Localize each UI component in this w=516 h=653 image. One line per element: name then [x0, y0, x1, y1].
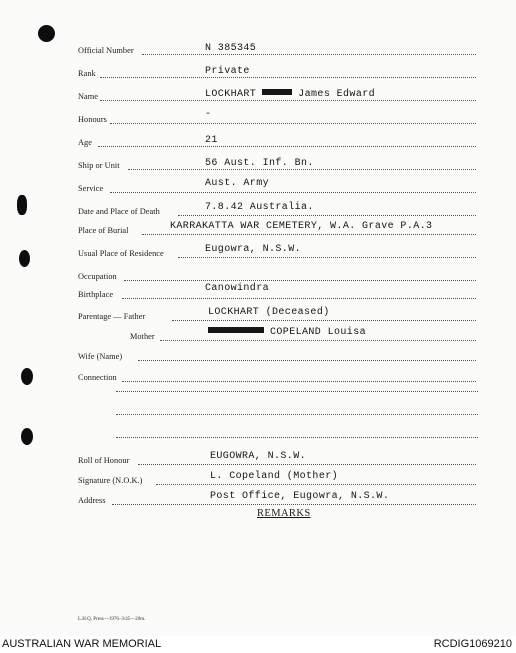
remarks-heading: REMARKS	[257, 508, 311, 519]
usual-residence-value: Eugowra, N.S.W.	[205, 244, 302, 255]
signature-label: Signature (N.O.K.)	[78, 476, 143, 485]
footer-record-id: RCDIG1069210	[433, 638, 512, 650]
wife-label: Wife (Name)	[78, 352, 123, 361]
surname-text: LOCKHART	[205, 89, 257, 100]
mother-name-text: COPELAND Louisa	[270, 327, 367, 338]
roll-of-honour-row	[0, 450, 516, 466]
parentage-father-row	[0, 306, 516, 322]
ship-or-unit-label: Ship or Unit	[78, 161, 120, 170]
date-place-death-row	[0, 201, 516, 217]
service-value: Aust. Army	[205, 178, 270, 189]
given-names-text: James Edward	[298, 89, 376, 100]
parentage-father-value: LOCKHART (Deceased)	[208, 307, 330, 318]
print-note: L.H.Q. Press—1976–3/45—20m.	[78, 617, 146, 622]
connection-line	[116, 437, 478, 438]
usual-residence-label: Usual Place of Residence	[78, 249, 164, 258]
roll-of-honour-label: Roll of Honour	[78, 456, 130, 465]
rank-row	[0, 63, 516, 79]
address-row	[0, 490, 516, 506]
wife-row	[0, 346, 516, 362]
footer-bar	[0, 636, 516, 653]
connection-row	[0, 367, 516, 383]
signature-value: L. Copeland (Mother)	[210, 471, 339, 482]
name-value	[205, 89, 375, 100]
mother-label: Mother	[130, 332, 155, 341]
official-number-value: N 385345	[205, 43, 257, 54]
service-label: Service	[78, 184, 104, 193]
address-label: Address	[78, 496, 106, 505]
binder-hole	[21, 428, 33, 445]
name-row	[0, 86, 516, 102]
redaction-bar	[208, 327, 264, 333]
name-label: Name	[78, 92, 99, 101]
ship-or-unit-value: 56 Aust. Inf. Bn.	[205, 158, 314, 169]
official-number-row	[0, 40, 516, 56]
address-value: Post Office, Eugowra, N.S.W.	[210, 491, 390, 502]
birthplace-label: Birthplace	[78, 290, 114, 299]
birthplace-row	[0, 284, 516, 300]
connection-line	[116, 414, 478, 415]
connection-line	[116, 391, 478, 392]
place-of-burial-value: KARRAKATTA WAR CEMETERY, W.A. Grave P.A.3	[170, 221, 433, 232]
honours-value: -	[205, 109, 212, 120]
mother-row	[0, 326, 516, 342]
service-row	[0, 178, 516, 194]
occupation-label: Occupation	[78, 272, 117, 281]
place-of-burial-label: Place of Burial	[78, 226, 129, 235]
honours-row	[0, 109, 516, 125]
date-place-death-value: 7.8.42 Australia.	[205, 202, 314, 213]
honours-label: Honours	[78, 115, 107, 124]
age-row	[0, 132, 516, 148]
ship-or-unit-row	[0, 155, 516, 171]
birthplace-value: Canowindra	[205, 283, 270, 294]
place-of-burial-row	[0, 220, 516, 236]
occupation-row	[0, 266, 516, 282]
age-value: 21	[205, 135, 218, 146]
parentage-father-label: Parentage — Father	[78, 312, 146, 321]
usual-residence-row	[0, 243, 516, 259]
signature-row	[0, 470, 516, 486]
redaction-bar	[262, 89, 292, 95]
footer-institution: AUSTRALIAN WAR MEMORIAL	[2, 638, 162, 650]
official-number-label: Official Number	[78, 46, 134, 55]
date-place-death-label: Date and Place of Death	[78, 207, 160, 216]
roll-of-honour-value: EUGOWRA, N.S.W.	[210, 451, 307, 462]
age-label: Age	[78, 138, 92, 147]
connection-label: Connection	[78, 373, 117, 382]
mother-value	[208, 327, 366, 338]
rank-value: Private	[205, 66, 250, 77]
rank-label: Rank	[78, 69, 96, 78]
